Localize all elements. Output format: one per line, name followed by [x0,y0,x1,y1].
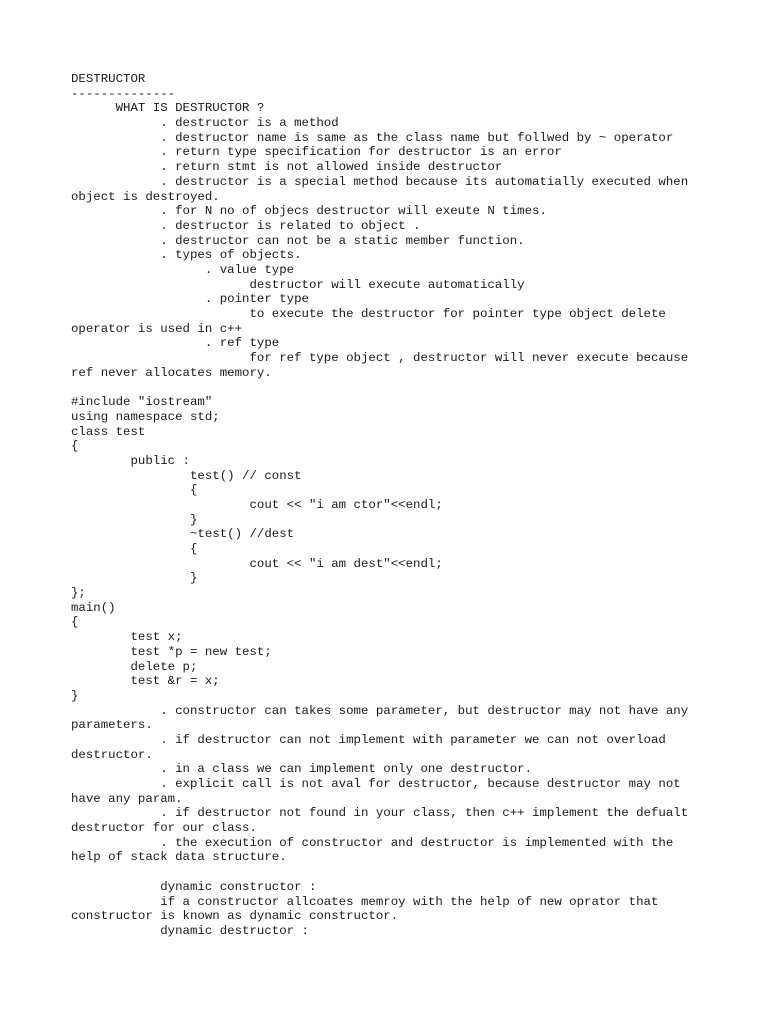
document-line: . the execution of constructor and destructor is implemented with the [71,835,674,850]
document-line: help of stack data structure. [71,850,287,865]
document-line: cout << "i am dest"<<endl; [71,556,443,571]
document-line: . pointer type [71,292,309,307]
document-line: parameters. [71,718,153,733]
document-line: have any param. [71,791,183,806]
document-line: cout << "i am ctor"<<endl; [71,497,443,512]
document-line: . in a class we can implement only one destructor. [71,762,533,777]
document-line: { [71,439,79,454]
document-line: { [71,615,79,630]
document-line: delete p; [71,659,198,674]
document-line: test *p = new test; [71,644,272,659]
document-line: main() [71,600,116,615]
document-line: . destructor can not be a static member function. [71,233,525,248]
document-line: . types of objects. [71,248,302,263]
document-line: . return type specification for destructor is an error [71,145,562,160]
document-text-body [71,72,711,939]
document-line: dynamic destructor : [71,923,309,938]
document-line: . ref type [71,336,280,351]
document-line: . destructor is related to object . [71,218,421,233]
document-line: { [71,483,198,498]
document-line: destructor for our class. [71,821,257,836]
document-line: ref never allocates memory. [71,365,272,380]
document-line: . destructor is a special method because its automatially executed when [71,174,689,189]
document-line: } [71,688,79,703]
document-line: destructor. [71,747,153,762]
document-line: . if destructor can not implement with parameter we can not overload [71,732,666,747]
document-line: . constructor can takes some parameter, but destructor may not have any [71,703,689,718]
document-line: test &r = x; [71,674,220,689]
document-line [71,865,711,880]
document-line: { [71,542,198,556]
document-line: -------------- [71,86,176,101]
document-line: . value type [71,262,295,277]
document-line: constructor is known as dynamic constructor. [71,909,399,924]
document-line: object is destroyed. [71,189,220,204]
document-line: }; [71,586,86,601]
document-line: public : [71,453,190,468]
document-line: . if destructor not found in your class, then c++ implement the defualt [71,806,689,821]
document-line: . return stmt is not allowed inside destructor [71,160,503,175]
document-line: } [71,571,198,586]
document-line: for ref type object , destructor will never execute because [71,351,689,366]
document-line: operator is used in c++ [71,321,243,336]
document-line: class test [71,424,146,439]
document-line: DESTRUCTOR [71,72,146,86]
document-line: test() // const [71,468,302,483]
document-line: WHAT IS DESTRUCTOR ? [71,101,265,116]
document-line: if a constructor allcoates memroy with the help of new oprator that [71,894,659,909]
document-line: using namespace std; [71,409,220,424]
document-line: test x; [71,630,183,645]
document-line: . destructor is a method [71,116,339,131]
document-line: #include "iostream" [71,395,213,410]
document-line: . explicit call is not aval for destructor, because destructor may not [71,777,681,791]
document-line: destructor will execute automatically [71,277,525,292]
document-line: } [71,512,198,527]
document-line: to execute the destructor for pointer type object delete [71,307,666,321]
document-line: . destructor name is same as the class name but follwed by ~ operator [71,130,674,145]
document-line: dynamic constructor : [71,879,317,894]
document-line: ~test() //dest [71,527,295,542]
document-line [71,380,711,395]
document-line: . for N no of objecs destructor will exeute N times. [71,204,547,219]
